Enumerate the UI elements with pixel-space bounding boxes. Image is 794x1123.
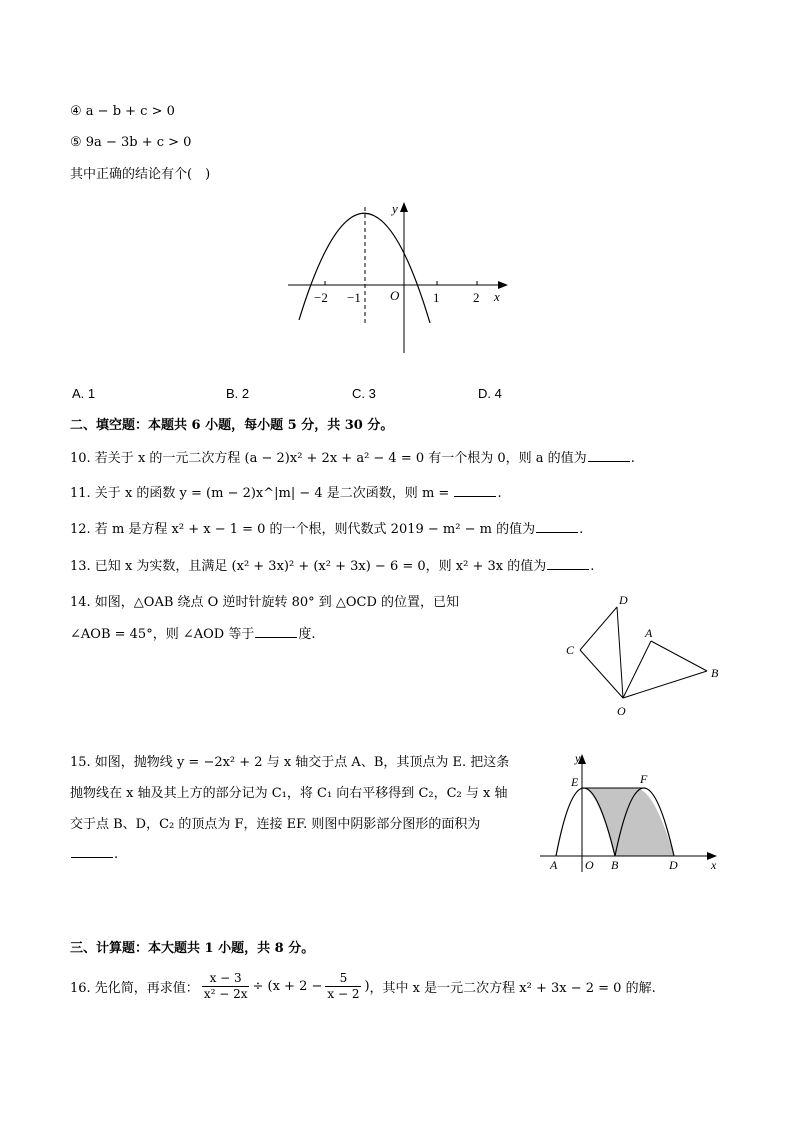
point-b-label: B [611,858,619,872]
point-c-label: C [566,643,575,657]
answer-blank [588,449,630,462]
fraction-1-numerator: x − 3 [209,970,242,985]
point-o-label: O [585,858,594,872]
question-12-text: 12. 若 m 是方程 x² + x − 1 = 0 的一个根，则代数式 2019 − m² − m 的值为 [70,522,536,537]
graph-tick-label: −2 [314,290,328,305]
question-13-end: . [590,559,595,574]
point-d-label: D [619,593,628,607]
question-13-text: 13. 已知 x 为实数，且满足 (x² + 3x)² + (x² + 3x) − 6 = 0，则 x² + 3x 的值为 [70,559,547,574]
point-f-label: F [640,772,648,786]
answer-blank [536,520,578,533]
q9-item-4: ④ a − b + c > 0 [70,104,175,119]
q9-prompt: 其中正确的结论有个( ) [70,167,211,182]
question-15-line-3: 交于点 B、D，C₂ 的顶点为 F，连接 EF. 则图中阴影部分图形的面积为 [70,817,481,832]
question-16-mid: ÷ (x + 2 − [252,978,323,994]
axis-y-label: y [575,751,581,765]
q9-option-b: B. 2 [226,386,250,401]
parabola-graph [280,195,520,360]
graph-tick-label: 2 [473,290,480,305]
question-14-end: 度. [298,627,316,642]
graph-tick-label: 1 [433,290,440,305]
point-d-label: D [669,858,678,872]
question-15-line-4 [70,845,118,864]
graph-y-label: y [392,201,398,216]
point-a-label: A [645,626,653,640]
graph-x-label: x [494,289,500,304]
fraction-2 [325,971,361,1002]
question-15-end: . [114,847,119,862]
question-11-end: . [497,486,502,501]
q9-option-a: A. 1 [72,386,96,401]
answer-blank [255,625,297,638]
rotation-figure [560,590,730,720]
question-13 [70,557,594,576]
section-3-header: 三、计算题：本大题共 1 小题，共 8 分。 [70,941,315,956]
fraction-2-numerator: 5 [339,970,348,985]
question-14-line-1: 14. 如图，△OAB 绕点 O 逆时针旋转 80° 到 △OCD 的位置，已知 [70,595,460,610]
question-10 [70,449,635,468]
question-11-text: 11. 关于 x 的函数 y = (m − 2)x^|m| − 4 是二次函数，则 m = [70,486,450,501]
question-15-line-1: 15. 如图，抛物线 y = −2x² + 2 与 x 轴交于点 A、B，其顶点为 E. 把这条 [70,755,510,770]
question-16-close: ) [364,978,370,994]
question-16 [70,966,656,1006]
question-12 [70,520,583,539]
question-16-prefix: 16. 先化简，再求值： [70,980,199,996]
point-e-label: E [571,775,579,789]
point-a-label: A [550,858,558,872]
point-b-label: B [711,666,719,680]
section-2-header: 二、填空题：本题共 6 小题，每小题 5 分，共 30 分。 [70,418,394,433]
question-12-end: . [579,522,584,537]
question-11 [70,484,502,503]
question-16-suffix: ，其中 x 是一元二次方程 x² + 3x − 2 = 0 的解. [369,980,656,996]
graph-origin-label: O [390,288,400,303]
question-14-line-2 [70,625,315,644]
answer-blank [71,845,113,858]
axis-x-label: x [711,858,717,872]
fraction-1 [202,971,250,1002]
q9-option-d: D. 4 [478,386,502,401]
question-14-text: ∠AOB = 45°，则 ∠AOD 等于 [70,627,255,642]
question-15-line-2: 抛物线在 x 轴及其上方的部分记为 C₁，将 C₁ 向右平移得到 C₂，C₂ 与 x 轴 [70,786,508,801]
shaded-parabola-figure [535,748,725,876]
question-10-end: . [630,451,635,466]
graph-tick-label: −1 [347,290,361,305]
point-o-label: O [617,704,626,718]
question-10-text: 10. 若关于 x 的一元二次方程 (a − 2)x² + 2x + a² − 4 = 0 有一个根为 0，则 a 的值为 [70,451,587,466]
fraction-1-denominator: x² − 2x [203,986,248,1001]
fraction-2-denominator: x − 2 [327,986,360,1001]
q9-option-c: C. 3 [352,386,376,401]
q9-item-5: ⑤ 9a − 3b + c > 0 [70,135,192,150]
answer-blank [454,484,496,497]
answer-blank [547,557,589,570]
